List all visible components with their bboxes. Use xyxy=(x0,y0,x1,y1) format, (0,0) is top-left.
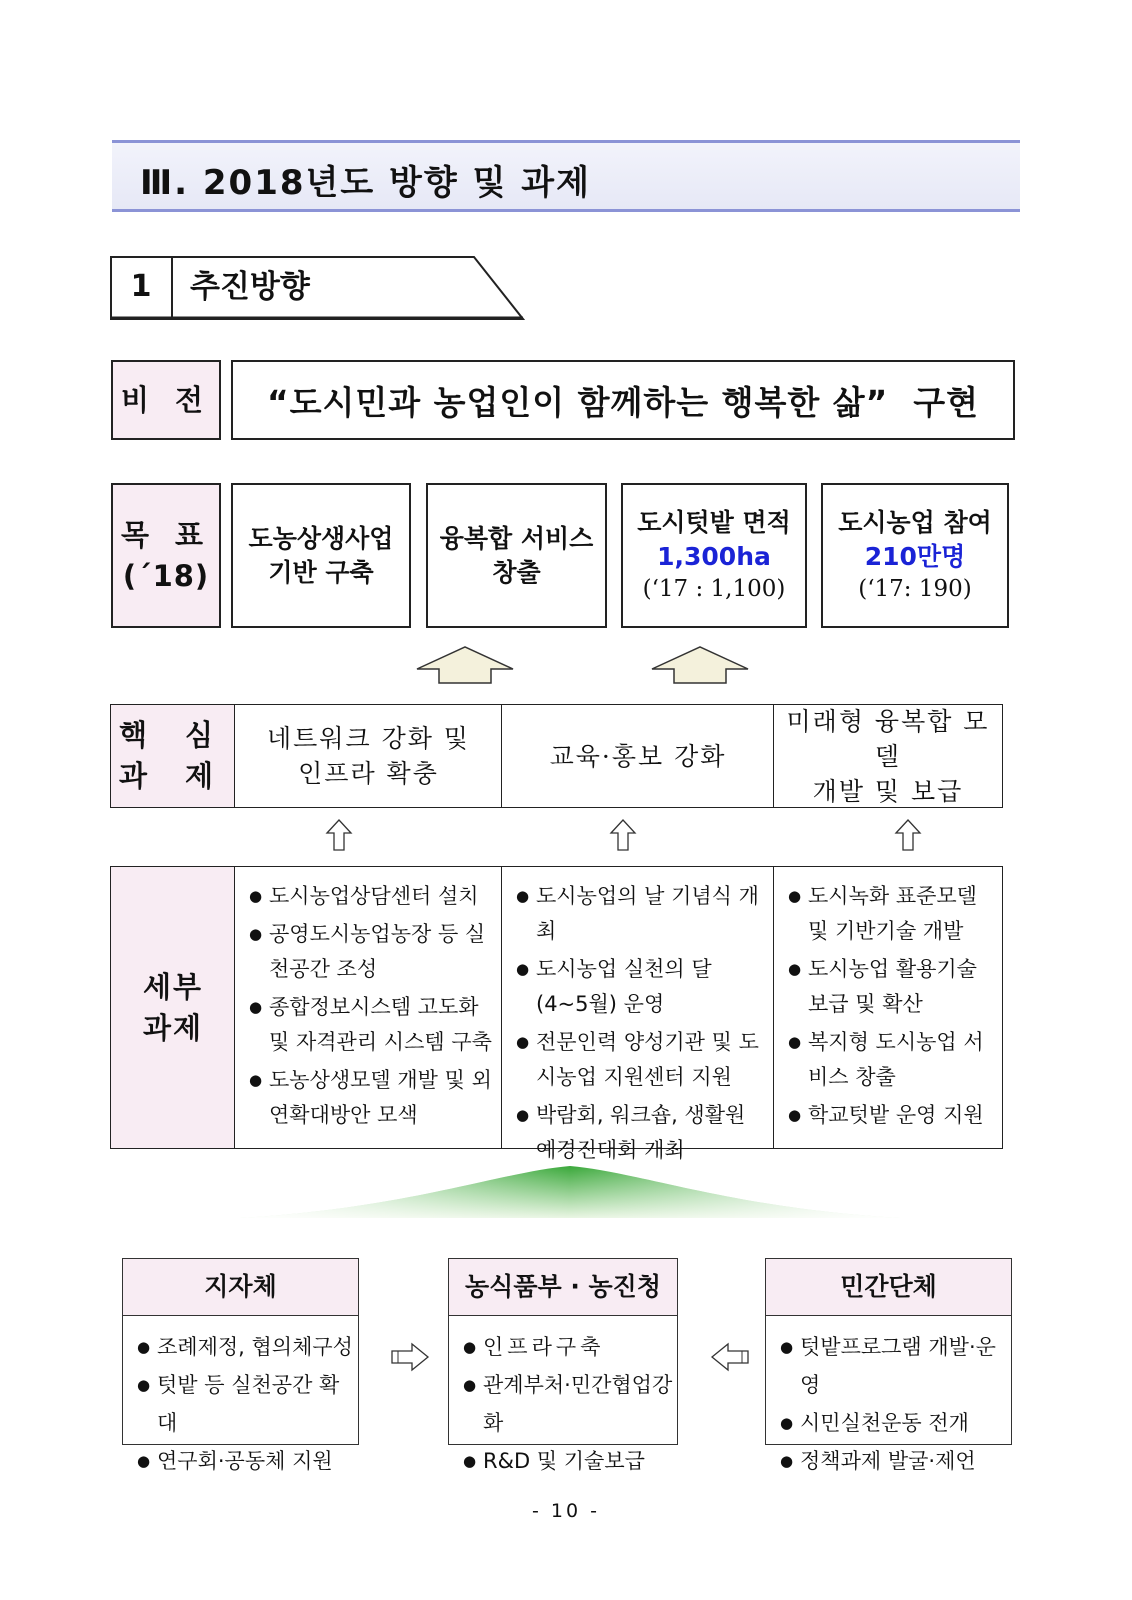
detail-item: ● 도시농업 활용기술 보급 및 확산 xyxy=(788,952,992,1022)
detail-item: ● 복지형 도시농업 서비스 창출 xyxy=(788,1025,992,1095)
goal-prev: (‘17: 190) xyxy=(858,575,972,602)
goal-line2: 기반 구축 xyxy=(268,557,374,587)
hollow-left-arrow-icon xyxy=(710,1342,750,1372)
vision-text: “도시민과 농업인이 함께하는 행복한 삶” 구현 xyxy=(266,382,980,422)
page-number: - 10 - xyxy=(532,1500,600,1522)
hollow-up-arrow-icon xyxy=(609,818,637,852)
section-title: Ⅲ. 2018년도 방향 및 과제 xyxy=(140,163,591,203)
org-name: 지자체 xyxy=(123,1259,358,1316)
vision-label-text: 비 전 xyxy=(120,382,212,417)
core-task-item xyxy=(773,704,1003,808)
goal-line1: 도시텃밭 면적 xyxy=(637,508,791,538)
goal-prev: (‘17 : 1,100) xyxy=(642,575,786,602)
org-item: ● 시민실천운동 전개 xyxy=(780,1404,1011,1442)
detail-item: ● 도시녹화 표준모델 및 기반기술 개발 xyxy=(788,879,992,949)
vision-label xyxy=(111,360,221,440)
detail-item: ● 도농상생모델 개발 및 외연확대방안 모색 xyxy=(249,1063,492,1133)
org-item: ● 텃밭 등 실천공간 확대 xyxy=(137,1366,358,1442)
org-item: ● 관계부처·민간협업강화 xyxy=(463,1366,677,1442)
org-box xyxy=(448,1258,678,1473)
org-item: ● 텃밭프로그램 개발·운영 xyxy=(780,1328,1011,1404)
org-name: 민간단체 xyxy=(766,1259,1011,1316)
detail-item: ● 공영도시농업농장 등 실천공간 조성 xyxy=(249,917,492,987)
hollow-up-arrow-icon xyxy=(325,818,353,852)
core-task-line2: 인프라 확충 xyxy=(298,759,439,788)
detail-label-line1: 세부 xyxy=(142,969,204,1004)
goal-value: 1,300ha xyxy=(657,541,771,571)
goals-label xyxy=(111,483,221,628)
org-item: ● 연구회·공동체 지원 xyxy=(137,1442,358,1480)
org-list xyxy=(766,1316,1011,1480)
detail-item: ● 도시농업상담센터 설치 xyxy=(249,879,492,914)
goal-value: 210만명 xyxy=(864,541,966,571)
detail-tasks-label xyxy=(110,866,236,1149)
hollow-right-arrow-icon xyxy=(390,1342,430,1372)
core-task-line1: 교육·홍보 강화 xyxy=(549,741,727,771)
core-task-item xyxy=(501,704,775,808)
core-tasks-label xyxy=(110,704,236,808)
core-task-item xyxy=(234,704,503,808)
core-task-line1: 미래형 융복합 모델 xyxy=(786,706,990,771)
org-list xyxy=(449,1316,677,1480)
org-item: ● 조례제정, 협의체구성 xyxy=(137,1328,358,1366)
detail-item: ● 도시농업의 날 기념식 개최 xyxy=(516,879,764,949)
core-label-line1: 핵 심 xyxy=(118,718,228,753)
detail-list xyxy=(788,879,992,1136)
up-arrow-icon xyxy=(650,645,750,685)
org-list xyxy=(123,1316,358,1480)
goal-line1: 도시농업 참여 xyxy=(838,508,992,538)
goal-line1: 도농상생사업 xyxy=(248,523,394,553)
section-title-bar xyxy=(112,140,1020,212)
org-name: 농식품부 · 농진청 xyxy=(449,1259,677,1316)
vision-box xyxy=(231,360,1015,440)
goal-line1: 융복합 서비스 xyxy=(439,523,594,553)
subsection-tab-shape xyxy=(110,256,525,320)
detail-label-line2: 과제 xyxy=(142,1010,204,1045)
detail-column xyxy=(773,866,1003,1149)
goal-item xyxy=(821,483,1009,628)
goal-line2: 창출 xyxy=(492,557,541,587)
detail-list xyxy=(249,879,492,1136)
subsection-tab xyxy=(110,256,525,320)
org-box xyxy=(765,1258,1012,1473)
core-task-line1: 네트워크 강화 및 xyxy=(267,724,470,753)
goal-item xyxy=(621,483,807,628)
org-item: ● R&D 및 기술보급 xyxy=(463,1442,677,1480)
green-dome-arrow xyxy=(240,1160,900,1220)
org-item: ● 인프라구축 xyxy=(463,1328,677,1366)
goal-item xyxy=(426,483,607,628)
goals-label-text: 목 표 xyxy=(120,517,212,552)
up-arrow-icon xyxy=(415,645,515,685)
detail-column xyxy=(501,866,775,1162)
detail-item: ● 박람회, 워크숍, 생활원예경진대회 개최 xyxy=(516,1098,764,1168)
goals-label-year: (´18) xyxy=(122,558,210,593)
core-task-line2: 개발 및 보급 xyxy=(812,776,964,806)
detail-item: ● 전문인력 양성기관 및 도시농업 지원센터 지원 xyxy=(516,1025,764,1095)
core-label-line2: 과 제 xyxy=(118,759,228,793)
detail-item: ● 학교텃밭 운영 지원 xyxy=(788,1098,992,1133)
org-item: ● 정책과제 발굴·제언 xyxy=(780,1442,1011,1480)
detail-column xyxy=(234,866,503,1149)
subsection-number: 1 xyxy=(130,269,152,304)
hollow-up-arrow-icon xyxy=(894,818,922,852)
detail-item: ● 종합정보시스템 고도화 및 자격관리 시스템 구축 xyxy=(249,990,492,1060)
goal-item xyxy=(231,483,411,628)
subsection-title: 추진방향 xyxy=(190,269,310,305)
org-box xyxy=(122,1258,359,1473)
detail-list xyxy=(516,879,764,1171)
detail-item: ● 도시농업 실천의 달 (4~5월) 운영 xyxy=(516,952,764,1022)
